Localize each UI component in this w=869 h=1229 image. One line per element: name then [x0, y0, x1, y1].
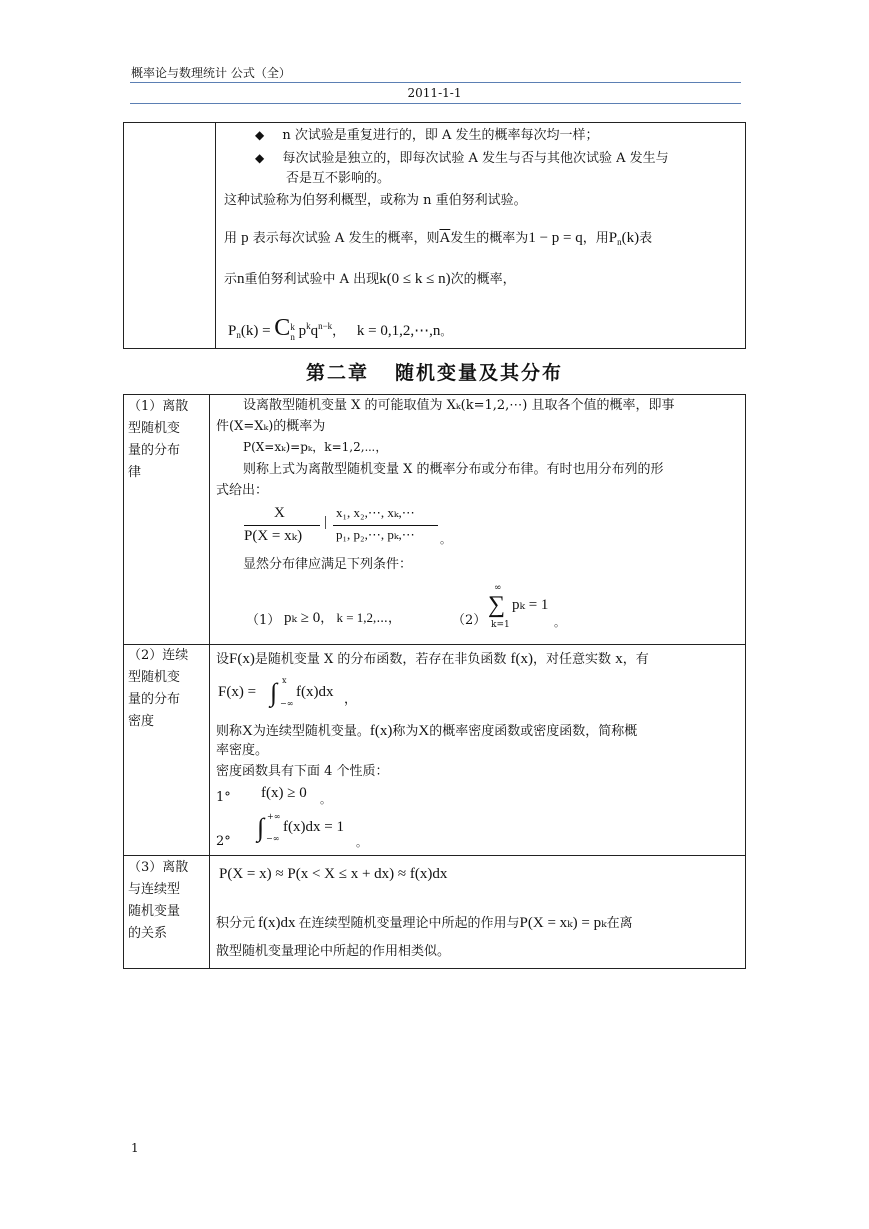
- math-k-range: k(0 ≤ k ≤ n): [379, 271, 451, 287]
- text: 表: [639, 231, 653, 246]
- property-2-tag: 2°: [216, 834, 231, 849]
- bernoulli-model-sentence: 这种试验称为伯努利概型，或称为 n 重伯努利试验。: [224, 193, 527, 208]
- bullet-text: n 次试验是重复进行的，即 A 发生的概率每次均一样；: [282, 128, 599, 143]
- dist-table-denominator: P(X = xₖ): [244, 528, 303, 544]
- condition-1: pₖ ≥ 0， k = 1,2,⋯，: [284, 610, 402, 626]
- row-label-continuous: （2）连续 型随机变 量的分布 密度: [128, 648, 189, 729]
- dist-table-numerator: X: [274, 505, 285, 521]
- document-header-date: 2011-1-1: [407, 86, 462, 100]
- discrete-line-5: 式给出：: [216, 483, 269, 498]
- sum-lower-limit: k=1: [491, 620, 510, 630]
- page-number: 1: [131, 1141, 139, 1155]
- continuous-line-5: 密度函数具有下面 4 个性质：: [216, 764, 389, 779]
- discrete-line-4: 则称上式为离散型随机变量 X 的概率分布或分布律。有时也用分布列的形: [243, 462, 664, 477]
- math-pn: $P_n(k)$: [608, 230, 640, 247]
- dist-table-fraction-bar: [244, 525, 320, 526]
- discrete-line-2: 件(X=Xₖ)的概率为: [216, 419, 326, 434]
- math-q-formula: 1 − p = q: [528, 230, 583, 246]
- discrete-line-1: 设离散型随机变量 X 的可能取值为 Xₖ(k=1,2,⋯) 且取各个值的概率，即事: [243, 398, 675, 413]
- cdf-integral-body: f(x)dx: [296, 684, 334, 700]
- condition-2: pₖ = 1: [512, 597, 549, 613]
- row-label-relation: （3）离散 与连续型 随机变量 的关系: [128, 860, 189, 941]
- integral-lower-limit: −∞: [280, 699, 294, 708]
- dist-table-values-bar: [333, 525, 438, 526]
- row-divider-1: [123, 644, 746, 645]
- table-column-divider: [209, 394, 210, 969]
- dist-table-values: x₁, x₂,⋯, xₖ,⋯: [336, 505, 415, 520]
- row-divider-2: [123, 855, 746, 856]
- diamond-bullet-icon: ◆: [255, 128, 265, 142]
- integral-sign-icon: ∫: [257, 813, 265, 842]
- math-p: p: [241, 230, 249, 246]
- property-1-end: 。: [320, 793, 331, 806]
- text: 表示每次试验 A 发生的概率，则: [252, 231, 440, 246]
- bernoulli-table-divider: [215, 122, 216, 349]
- header-rule-top: [130, 82, 741, 83]
- condition-1-tag: （1）: [246, 613, 281, 628]
- binomial-formula: $P_n(k) = C$ k n $p^kq^{n-k}$， k = 0,1,2,⋯,n。: [228, 315, 452, 342]
- text: 发生的概率为: [450, 231, 529, 246]
- property-2-end: 。: [356, 836, 367, 849]
- discrete-pmf: P(X=xₖ)=pₖ，k=1,2,⋯，: [243, 440, 388, 454]
- chapter-heading: 第二章 随机变量及其分布: [305, 362, 564, 384]
- cdf-integral-lhs: F(x) =: [218, 684, 257, 700]
- continuous-line-4: 率密度。: [216, 743, 269, 758]
- math-a-bar: $\overline{A}$: [439, 230, 451, 246]
- bullet-text: 每次试验是独立的，即每次试验 A 发生与否与其他次试验 A 发生与: [282, 151, 669, 166]
- pn-meaning-line: [224, 270, 516, 290]
- property-1-tag: 1°: [216, 790, 231, 805]
- bullet-item-2: [255, 151, 669, 168]
- text: 次的概率，: [450, 272, 516, 287]
- text: 用: [224, 231, 238, 246]
- integral-upper-limit: x: [282, 676, 287, 685]
- bullet-item-1: [255, 128, 599, 145]
- header-rule-bottom: [130, 103, 741, 104]
- text: 示: [224, 272, 238, 287]
- dist-table-separator: |: [324, 514, 328, 530]
- relation-line-2: 积分元 f(x)dx 在连续型随机变量理论中所起的作用与P(X = xₖ) = pₖ在离: [216, 915, 633, 931]
- p-definition-line: [224, 229, 652, 249]
- document-header-title: 概率论与数理统计 公式（全）: [131, 66, 291, 80]
- property-2: f(x)dx = 1: [283, 819, 344, 835]
- dist-table-end: 。: [440, 533, 451, 546]
- cdf-integral-end: ，: [344, 692, 358, 707]
- condition-2-end: 。: [554, 616, 565, 629]
- row-label-discrete: （1）离散 型随机变 量的分布 律: [128, 399, 189, 480]
- text: ，用: [582, 231, 609, 246]
- continuous-line-1: 设F(x)是随机变量 X 的分布函数，若存在非负函数 f(x)，对任意实数 x，有: [216, 651, 649, 667]
- condition-2-tag: （2）: [452, 613, 487, 628]
- relation-formula: P(X = x) ≈ P(x < X ≤ x + dx) ≈ f(x)dx: [219, 866, 448, 882]
- continuous-line-3: 则称X为连续型随机变量。f(x)称为X的概率密度函数或密度函数，简称概: [216, 723, 638, 739]
- property-1: f(x) ≥ 0: [261, 785, 307, 801]
- integral-sign-icon: ∫: [270, 678, 278, 707]
- conditions-intro: 显然分布律应满足下列条件：: [243, 557, 413, 572]
- integral-upper-limit: +∞: [267, 812, 281, 821]
- math-n: n: [237, 271, 245, 287]
- relation-line-3: 散型随机变量理论中所起的作用相类似。: [216, 944, 451, 959]
- integral-lower-limit: −∞: [266, 834, 280, 843]
- diamond-bullet-icon: ◆: [255, 151, 265, 165]
- text: 重伯努利试验中 A 出现: [244, 272, 380, 287]
- sum-sign: ∑: [488, 592, 506, 618]
- dist-table-probabilities: p₁, p₂,⋯, pₖ,⋯: [336, 527, 415, 542]
- sum-upper-limit: ∞: [494, 583, 502, 593]
- bullet-item-2-continued: 否是互不影响的。: [286, 171, 391, 186]
